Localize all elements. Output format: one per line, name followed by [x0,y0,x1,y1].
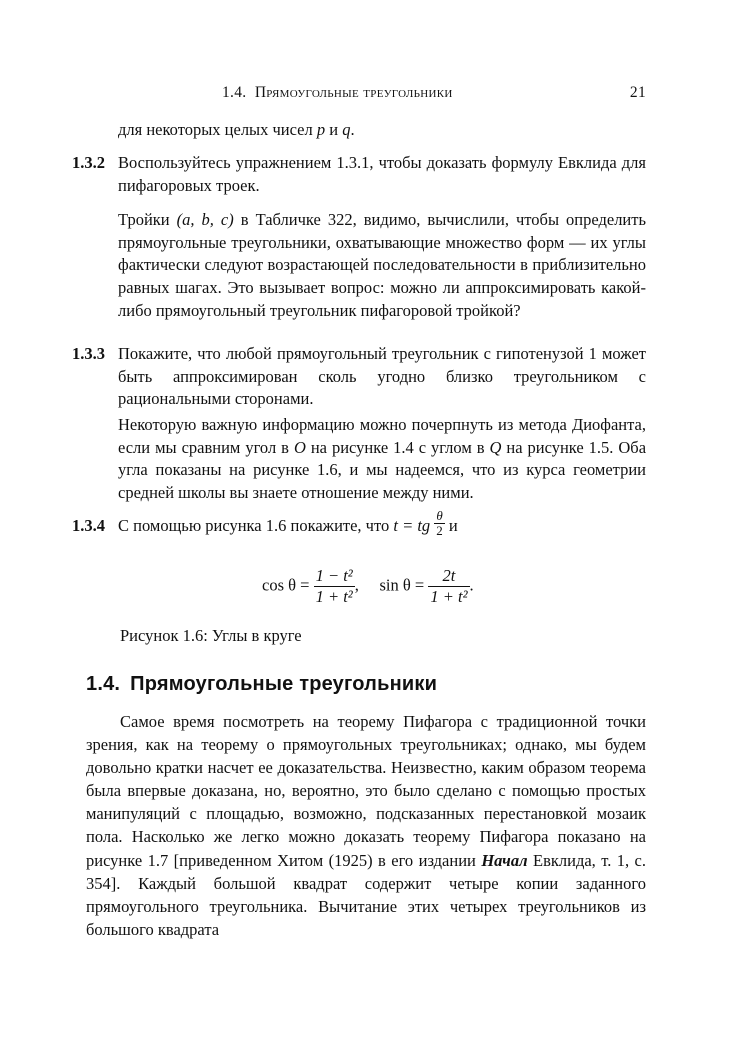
exercise-1-3-2 [72,152,646,200]
page-number: 21 [629,84,646,101]
paragraph-section: Самое время посмотреть на теорему Пифагора с традиционной точки зрения, как на теорему о прямоугольных треугольниках; однако, мы будем довольно кратки насчет ее доказательства. Неизвестно, каким образом теорема была впервые доказана, но, вероятно, это было сделано с помощью простых манипуляций с площадью, возможно, подсказанных перестановкой мозаик пола. Насколько же легко можно доказать теорему Пифагора показано на рисунке 1.7 [приведенном Хитом (1925) в его издании Начал Евклида, т. 1, с. 354]. Каждый большой квадрат содержит четыре копии заданного прямоугольного треугольника. Вычитание этих четырех треугольников из большого квадрата [86,712,647,939]
intro-line: для некоторых целых чисел p и q. [118,120,355,139]
paragraph-diophantus: Некоторую важную информацию можно почерпнуть из метода Диофанта, если мы сравним угол в O на рисунке 1.4 с углом в Q на рисунке 1.5. Оба угла показаны на рисунке 1.6, и мы надеемся, что из курса геометрии средней школы вы знаете отношение между ними. [118,415,647,503]
exercise-number: 1.3.3 [72,344,105,363]
figure-caption: Рисунок 1.6: Углы в круге [120,626,302,645]
sin-fraction: $\frac{2t}{\text{1 + t²}}$ [430,566,468,606]
exercise-text: С помощью рисунка 1.6 покажите, что t = tg $\frac{\theta}{2}$ и [118,507,458,538]
display-formula: cos θ = $\frac{\text{1 − t²}}{\text{1 + t²}}$ , sin θ = $\frac{2t}{\text{1 + t²}}$ . [262,566,474,606]
running-header [222,84,646,102]
paragraph-triples: Тройки (a, b, c) в Табличке 322, видимо, вычислили, чтобы определить прямоугольные треугольники, охватывающие множество форм — их углы фактически следуют возрастающей последовательности в приблизительно равных шагах. Это вызывает вопрос: можно ли аппроксимировать какой-либо прямоугольный треугольник пифагоровой тройкой? [118,210,646,320]
exercise-text: Покажите, что любой прямоугольный треугольник с гипотенузой 1 может быть аппроксимирован сколь угодно близко треугольником с рациональными сторонами. [118,344,646,409]
exercise-number: 1.3.2 [72,153,105,172]
exercise-number: 1.3.4 [72,516,105,535]
header-title: 1.4. Прямоугольные треугольники [222,84,453,101]
cos-fraction: $\frac{\text{1 − t²}}{\text{1 + t²}}$ [315,566,353,606]
exercise-text: Воспользуйтесь упражнением 1.3.1, чтобы доказать формулу Евклида для пифагоровых троек. [118,153,646,195]
exercise-1-3-3 [72,343,646,415]
section-heading: 1.4. Прямоугольные треугольники [86,673,438,695]
exercise-1-3-4 [72,507,646,555]
theta-over-two: $\frac{\theta}{2}$ [436,507,443,538]
